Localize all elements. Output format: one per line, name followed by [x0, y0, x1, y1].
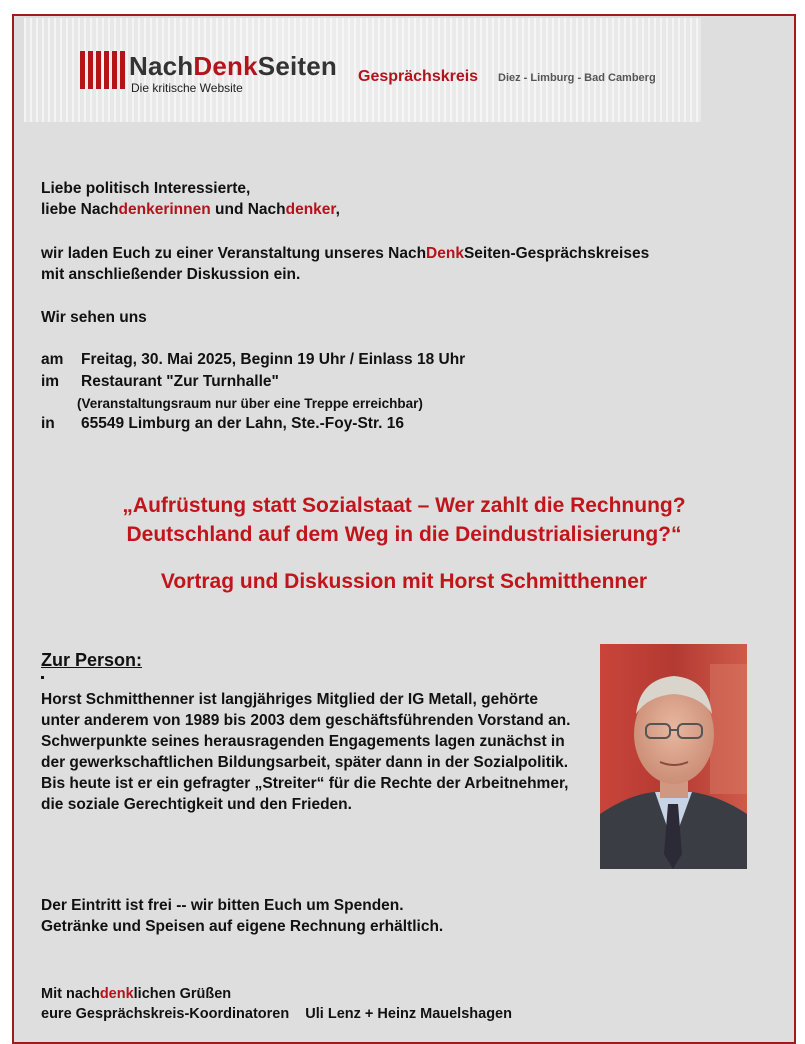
detail-date: am Freitag, 30. Mai 2025, Beginn 19 Uhr / Einlass 18 Uhr — [41, 351, 466, 368]
talk-title-line-2: Deutschland auf dem Weg in die Deindustrialisierung?“ — [126, 523, 682, 546]
entry-line-1: Der Eintritt ist frei -- wir bitten Euch um Spenden. — [41, 897, 404, 914]
greeting-line-2: liebe Nachdenkerinnen und Nachdenker, — [41, 201, 340, 218]
detail-address: in 65549 Limburg an der Lahn, Ste.-Foy-Str. 16 — [41, 415, 405, 432]
person-bio: Horst Schmitthenner ist langjähriges Mitglied der IG Metall, gehörte unter anderem von 1989 bis 2003 dem geschäftsführenden Vorstand an. Schwerpunkte seines herausragenden Engagements lagen zunächst in der gewerkschaftlichen Bildungsarbeit, später dann in der Sozialpolitik. Bis heute ist er ein gefragter „Streiter“ für die Rechte der Arbeitnehmer, die soziale Gerechtigkeit und den Frieden. — [41, 691, 571, 813]
speaker-portrait — [600, 644, 747, 869]
group-places: Diez - Limburg - Bad Camberg — [498, 72, 656, 84]
person-heading: Zur Person: — [41, 650, 143, 670]
site-logo: NachDenkSeiten — [129, 51, 338, 81]
talk-title-line-1: „Aufrüstung statt Sozialstaat – Wer zahlt die Rechnung? — [122, 494, 686, 517]
group-title: Gesprächskreis — [358, 68, 479, 85]
invite-line-1: wir laden Euch zu einer Veranstaltung unseres NachDenkSeiten-Gesprächskreises — [41, 245, 650, 262]
bullet-dot — [41, 676, 44, 679]
closing-line-1: Mit nachdenklichen Grüßen — [41, 986, 232, 1002]
logo-tagline: Die kritische Website — [131, 81, 243, 95]
flyer-frame — [12, 14, 796, 1044]
greeting-line-1: Liebe politisch Interessierte, — [41, 180, 251, 197]
invite-line-2: mit anschließender Diskussion ein. — [41, 266, 301, 283]
header-banner — [24, 18, 701, 122]
entry-line-2: Getränke und Speisen auf eigene Rechnung erhältlich. — [41, 918, 444, 935]
detail-venue: im Restaurant "Zur Turnhalle" — [41, 373, 279, 390]
talk-subtitle: Vortrag und Diskussion mit Horst Schmitthenner — [160, 570, 648, 593]
see-you-text: Wir sehen uns — [41, 309, 147, 326]
detail-venue-note: (Veranstaltungsraum nur über eine Treppe erreichbar) — [77, 396, 423, 411]
closing-line-2: eure Gesprächskreis-Koordinatoren Uli Lenz + Heinz Mauelshagen — [41, 1006, 512, 1022]
logo-bars-icon — [80, 51, 125, 89]
